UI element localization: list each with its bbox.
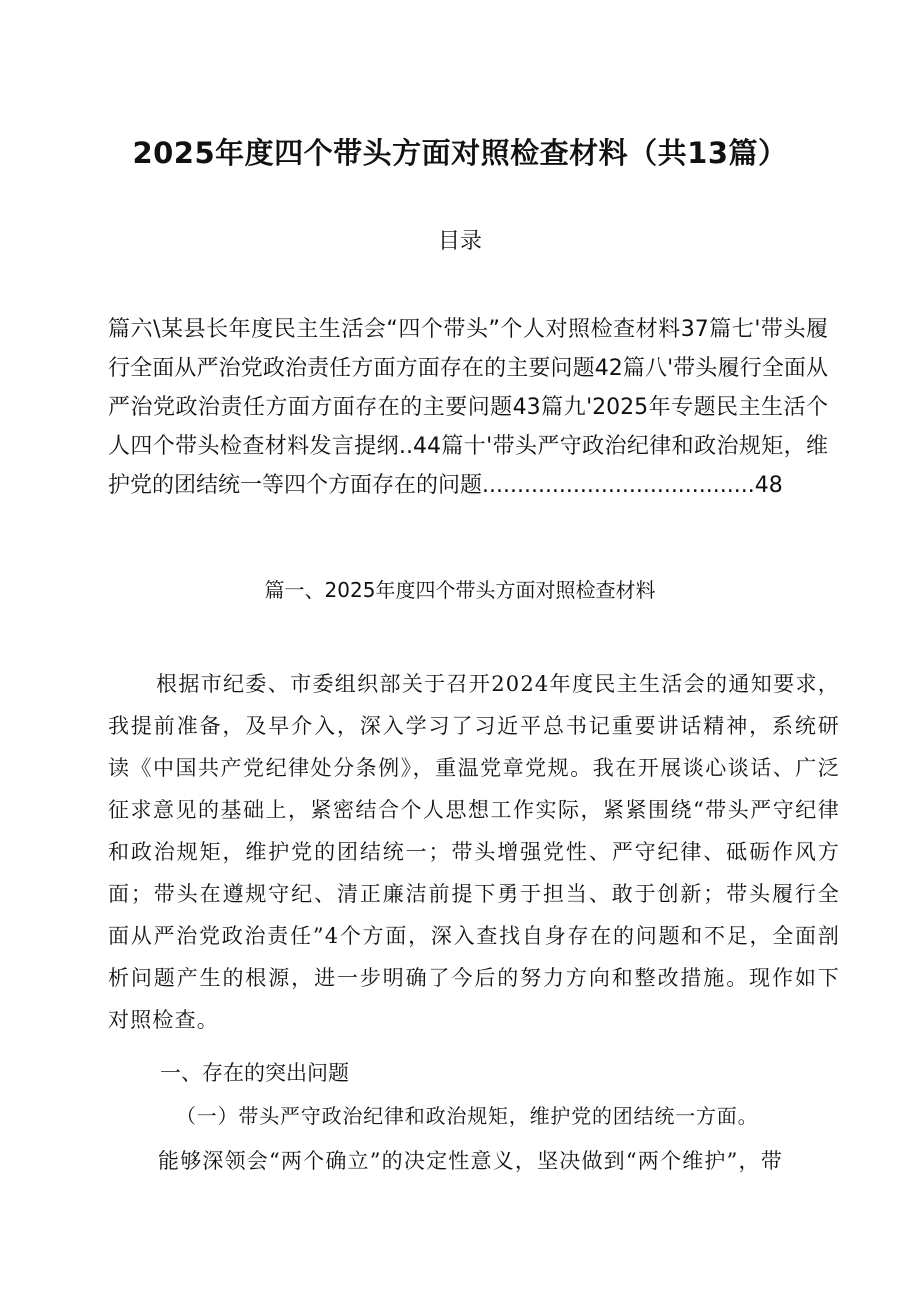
table-of-contents: 篇六\某县长年度民主生活会“四个带头”个人对照检查材料37篇七'带头履行全面从严治党政治责任方面方面存在的主要问题42篇八'带头履行全面从严治党政治责任方面方面存在的主要问题43篇九'2025年专题民主生活个人四个带头检查材料发言提纲..44篇十'带头严守政治纪律和政治规矩，维护党的团结统一等四个方面存在的问题.......................................48 [108,317,828,498]
document-title: 2025年度四个带头方面对照检查材料（共13篇） [132,136,788,170]
section-title: 篇一、2025年度四个带头方面对照检查材料 [264,578,656,602]
paragraph-start: 能够深领会“两个确立”的决定性意义，坚决做到“两个维护”，带 [158,1149,783,1173]
heading-level-2: （一）带头严守政治纪律和政治规矩，维护党的团结统一方面。 [176,1104,759,1128]
toc-heading: 目录 [437,229,482,254]
heading-level-1: 一、存在的突出问题 [160,1061,349,1085]
intro-paragraph: 根据市纪委、市委组织部关于召开2024年度民主生活会的通知要求，我提前准备，及早介入，深入学习了习近平总书记重要讲话精神，系统研读《中国共产党纪律处分条例》，重温党章党规。我在开展谈心谈话、广泛征求意见的基础上，紧密结合个人思想工作实际，紧紧围绕“带头严守纪律和政治规矩，维护党的团结统一；带头增强党性、严守纪律、砥砺作风方面；带头在遵规守纪、清正廉洁前提下勇于担当、敢于创新；带头履行全面从严治党政治责任”4个方面，深入查找自身存在的问题和不足，全面剖析问题产生的根源，进一步明确了今后的努力方向和整改措施。现作如下对照检查。 [108,672,840,1032]
